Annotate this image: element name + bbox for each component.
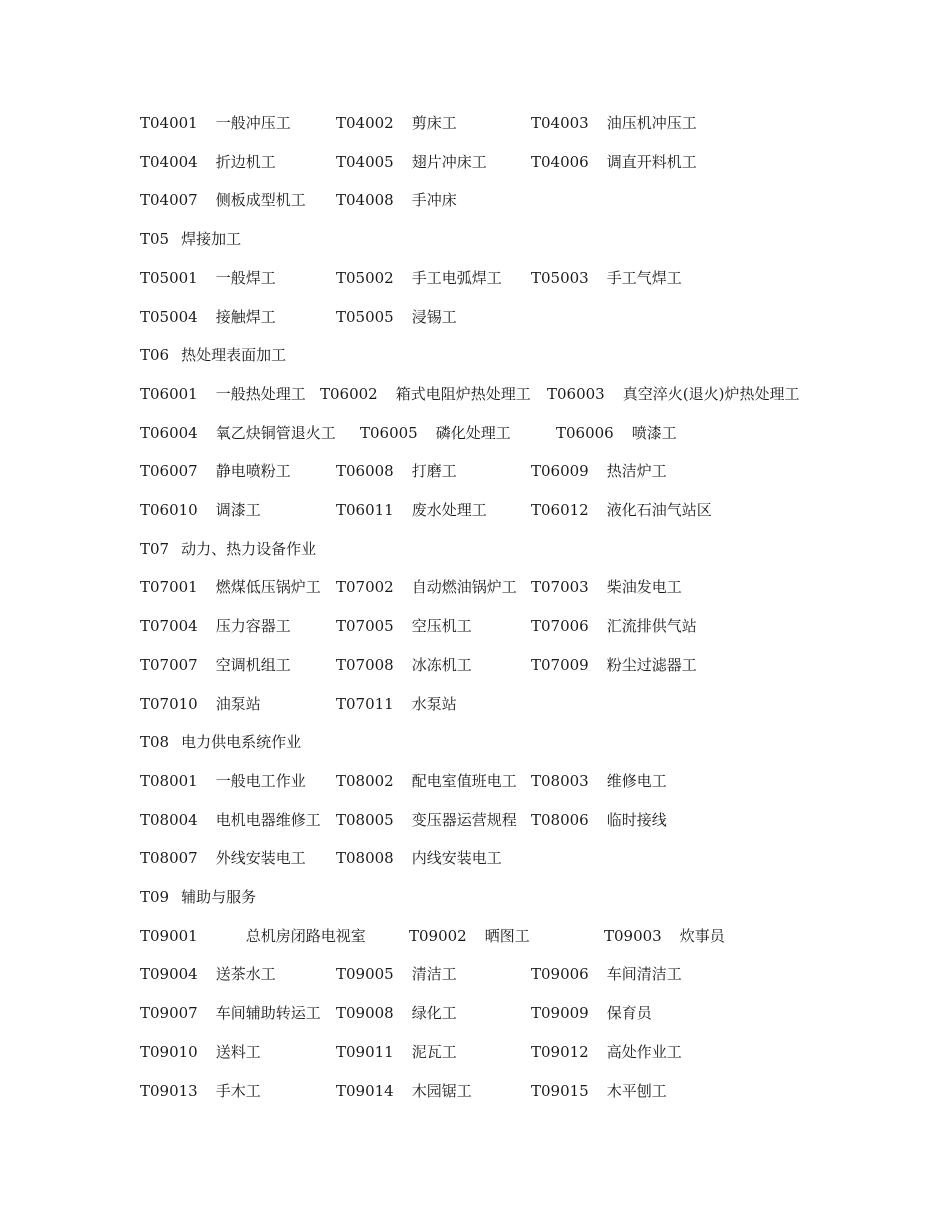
job-entry [556, 423, 677, 443]
job-entry [336, 1003, 457, 1023]
job-code: T08006 [531, 811, 589, 829]
job-name: 配电室值班电工 [411, 772, 517, 790]
job-code: T06011 [336, 501, 394, 519]
job-entry [140, 848, 306, 868]
job-code: T08005 [336, 811, 394, 829]
job-entry [140, 268, 276, 288]
job-code: T06002 [320, 385, 378, 403]
job-code: T07001 [140, 578, 198, 596]
job-code: T08003 [531, 772, 589, 790]
job-name: 手工电弧焊工 [411, 269, 502, 287]
job-code: T09007 [140, 1004, 198, 1022]
job-code: T05005 [336, 308, 394, 326]
job-code: T04007 [140, 191, 198, 209]
job-entry [336, 1081, 472, 1101]
job-code: T07004 [140, 617, 198, 635]
job-code: T09001 [140, 927, 198, 945]
job-entry [531, 964, 682, 984]
job-name: 压力容器工 [215, 617, 291, 635]
job-code: T05002 [336, 269, 394, 287]
job-name: 剪床工 [411, 114, 457, 132]
job-name: 维修电工 [606, 772, 667, 790]
job-name: 喷漆工 [631, 424, 677, 442]
job-name: 木平刨工 [606, 1082, 667, 1100]
job-code: T09002 [409, 927, 467, 945]
job-entry [140, 694, 261, 714]
job-code: T09009 [531, 1004, 589, 1022]
job-entry [140, 152, 276, 172]
job-entry [140, 461, 291, 481]
job-entry [531, 771, 667, 791]
job-code: T08002 [336, 772, 394, 790]
section-heading [140, 229, 241, 249]
job-code: T09012 [531, 1043, 589, 1061]
job-code: T07010 [140, 695, 198, 713]
section-title: 热处理表面加工 [181, 346, 287, 364]
job-entry [336, 152, 487, 172]
job-entry [140, 810, 321, 830]
job-name: 冰冻机工 [411, 656, 472, 674]
job-code: T07007 [140, 656, 198, 674]
job-name: 箱式电阻炉热处理工 [395, 385, 531, 403]
job-code: T09008 [336, 1004, 394, 1022]
job-name: 一般电工作业 [215, 772, 306, 790]
section-heading [140, 539, 316, 559]
job-name: 浸锡工 [411, 308, 457, 326]
job-name: 晒图工 [484, 927, 530, 945]
job-code: T06012 [531, 501, 589, 519]
job-code: T04006 [531, 153, 589, 171]
section-code: T07 [140, 540, 170, 558]
job-entry [140, 190, 306, 210]
job-name: 车间辅助转运工 [215, 1004, 321, 1022]
job-entry [140, 1042, 261, 1062]
job-code: T08008 [336, 849, 394, 867]
job-entry [531, 461, 667, 481]
job-entry [531, 1042, 682, 1062]
job-code: T08004 [140, 811, 198, 829]
job-code: T04003 [531, 114, 589, 132]
section-title: 焊接加工 [181, 230, 242, 248]
job-code: T06010 [140, 501, 198, 519]
job-name: 一般冲压工 [215, 114, 291, 132]
section-code: T08 [140, 733, 170, 751]
job-code: T05004 [140, 308, 198, 326]
section-title: 动力、热力设备作业 [181, 540, 317, 558]
job-name: 打磨工 [411, 462, 457, 480]
job-name: 氧乙炔铜管退火工 [215, 424, 336, 442]
job-entry [336, 694, 457, 714]
job-entry [336, 461, 457, 481]
job-code: T07005 [336, 617, 394, 635]
job-code: T06007 [140, 462, 198, 480]
job-name: 油压机冲压工 [606, 114, 697, 132]
job-code: T06009 [531, 462, 589, 480]
job-name: 手冲床 [411, 191, 457, 209]
job-entry [336, 964, 457, 984]
job-entry [140, 926, 366, 946]
job-entry [336, 577, 517, 597]
job-code: T08007 [140, 849, 198, 867]
job-entry [336, 848, 502, 868]
job-code: T05001 [140, 269, 198, 287]
job-code: T09011 [336, 1043, 394, 1061]
job-entry [140, 655, 291, 675]
job-name: 自动燃油锅炉工 [411, 578, 517, 596]
job-entry [140, 113, 291, 133]
job-code: T09005 [336, 965, 394, 983]
job-entry [531, 1003, 652, 1023]
job-entry [140, 616, 291, 636]
job-code: T07002 [336, 578, 394, 596]
job-name: 侧板成型机工 [215, 191, 306, 209]
job-code: T06003 [547, 385, 605, 403]
job-name: 炊事员 [679, 927, 725, 945]
job-name: 汇流排供气站 [606, 617, 697, 635]
job-name: 内线安装电工 [411, 849, 502, 867]
section-code: T06 [140, 346, 170, 364]
job-code: T08001 [140, 772, 198, 790]
job-code: T04001 [140, 114, 198, 132]
job-name: 折边机工 [215, 153, 276, 171]
job-entry [336, 655, 472, 675]
job-name: 空压机工 [411, 617, 472, 635]
job-name: 高处作业工 [606, 1043, 682, 1061]
job-entry [531, 500, 712, 520]
job-name: 燃煤低压锅炉工 [215, 578, 321, 596]
job-entry [336, 771, 517, 791]
job-entry [604, 926, 725, 946]
job-code: T06008 [336, 462, 394, 480]
job-name: 油泵站 [215, 695, 261, 713]
job-name: 临时接线 [606, 811, 667, 829]
section-title: 电力供电系统作业 [181, 733, 302, 751]
job-name: 外线安装电工 [215, 849, 306, 867]
job-name: 木园锯工 [411, 1082, 472, 1100]
job-name: 液化石油气站区 [606, 501, 712, 519]
job-code: T06001 [140, 385, 198, 403]
job-name: 接触焊工 [215, 308, 276, 326]
job-entry [140, 307, 276, 327]
job-name: 送料工 [215, 1043, 261, 1061]
job-code: T09014 [336, 1082, 394, 1100]
job-code: T09013 [140, 1082, 198, 1100]
job-entry [140, 577, 321, 597]
job-code: T07003 [531, 578, 589, 596]
job-name: 保育员 [606, 1004, 652, 1022]
job-name: 真空淬火(退火)炉热处理工 [622, 385, 800, 403]
job-code: T04004 [140, 153, 198, 171]
job-code: T09010 [140, 1043, 198, 1061]
job-code: T06004 [140, 424, 198, 442]
job-name: 送茶水工 [215, 965, 276, 983]
job-name: 空调机组工 [215, 656, 291, 674]
job-name: 热洁炉工 [606, 462, 667, 480]
job-name: 总机房闭路电视室 [245, 927, 366, 945]
section-heading [140, 732, 301, 752]
job-name: 手木工 [215, 1082, 261, 1100]
job-name: 磷化处理工 [435, 424, 511, 442]
job-entry [320, 384, 531, 404]
job-name: 手工气焊工 [606, 269, 682, 287]
job-entry [140, 964, 276, 984]
job-code: T09006 [531, 965, 589, 983]
job-code: T09003 [604, 927, 662, 945]
job-entry [531, 616, 697, 636]
job-entry [531, 268, 682, 288]
job-entry [531, 655, 697, 675]
job-code: T04002 [336, 114, 394, 132]
job-entry [531, 577, 682, 597]
job-name: 车间清洁工 [606, 965, 682, 983]
job-entry [531, 152, 697, 172]
job-name: 电机电器维修工 [215, 811, 321, 829]
job-entry [547, 384, 799, 404]
section-heading [140, 345, 286, 365]
job-entry [336, 190, 457, 210]
job-code: T06005 [360, 424, 418, 442]
job-name: 一般焊工 [215, 269, 276, 287]
job-entry [531, 1081, 667, 1101]
job-code: T07008 [336, 656, 394, 674]
section-heading [140, 887, 256, 907]
job-entry [336, 616, 472, 636]
job-name: 绿化工 [411, 1004, 457, 1022]
job-name: 柴油发电工 [606, 578, 682, 596]
job-code: T06006 [556, 424, 614, 442]
job-entry [360, 423, 511, 443]
job-code: T07011 [336, 695, 394, 713]
job-code: T04005 [336, 153, 394, 171]
job-name: 清洁工 [411, 965, 457, 983]
job-entry [336, 268, 502, 288]
job-entry [140, 1081, 261, 1101]
job-name: 一般热处理工 [215, 385, 306, 403]
job-code: T09004 [140, 965, 198, 983]
job-entry [531, 113, 697, 133]
section-title: 辅助与服务 [181, 888, 257, 906]
job-entry [140, 500, 261, 520]
job-name: 翅片冲床工 [411, 153, 487, 171]
job-entry [336, 500, 487, 520]
job-name: 变压器运营规程 [411, 811, 517, 829]
section-code: T05 [140, 230, 170, 248]
job-code: T09015 [531, 1082, 589, 1100]
job-entry [140, 771, 306, 791]
job-entry [336, 113, 457, 133]
job-name: 泥瓦工 [411, 1043, 457, 1061]
job-name: 静电喷粉工 [215, 462, 291, 480]
job-name: 调直开料机工 [606, 153, 697, 171]
job-code: T07006 [531, 617, 589, 635]
job-entry [140, 384, 306, 404]
job-name: 粉尘过滤器工 [606, 656, 697, 674]
job-entry [336, 1042, 457, 1062]
job-entry [336, 307, 457, 327]
job-name: 调漆工 [215, 501, 261, 519]
job-code: T04008 [336, 191, 394, 209]
job-code: T05003 [531, 269, 589, 287]
job-entry [140, 423, 336, 443]
job-entry [336, 810, 517, 830]
job-name: 废水处理工 [411, 501, 487, 519]
job-entry [531, 810, 667, 830]
section-code: T09 [140, 888, 170, 906]
job-entry [409, 926, 530, 946]
job-entry [140, 1003, 321, 1023]
job-code: T07009 [531, 656, 589, 674]
job-name: 水泵站 [411, 695, 457, 713]
